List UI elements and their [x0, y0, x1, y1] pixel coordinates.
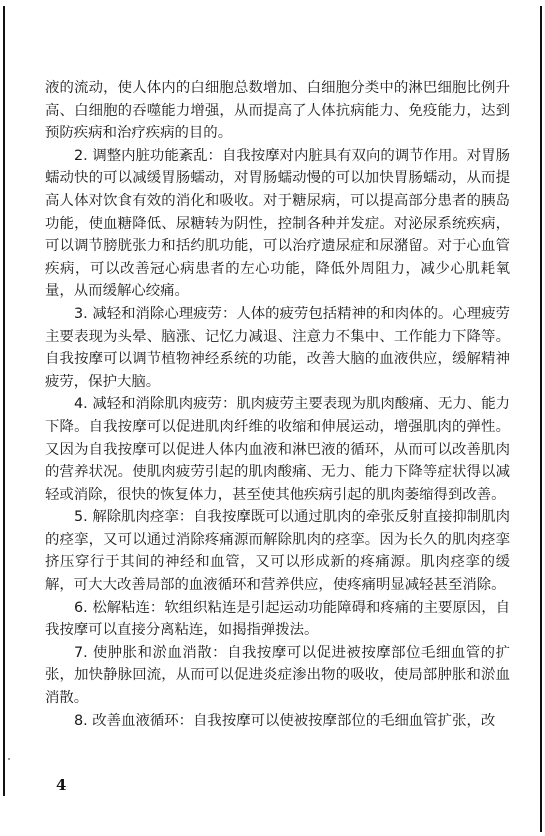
body-text — [45, 77, 510, 732]
page-left-edge — [3, 6, 5, 796]
paragraph: 8. 改善血液循环：自我按摩可以使被按摩部位的毛细血管扩张，改 — [74, 712, 496, 729]
scan-speck — [8, 758, 10, 760]
paragraph: 3. 减轻和消除心理疲劳：人体的疲劳包括精神的和肉体的。心理疲劳主要表现为头晕、脑涨、记忆力减退、注意力不集中、工作能力下降等。自我按摩可以调节植物神经系统的功能，改善大脑的血液供应，缓解精神疲劳，保护大脑。 — [45, 305, 510, 390]
page-right-edge — [540, 6, 542, 832]
paragraph: 6. 松解粘连：软组织粘连是引起运动功能障碍和疼痛的主要原因，自我按摩可以直接分离粘连，如揭指弹拨法。 — [45, 599, 510, 639]
paragraph: 2. 调整内脏功能紊乱：自我按摩对内脏具有双向的调节作用。对胃肠蠕动快的可以减缓胃肠蠕动，对胃肠蠕动慢的可以加快胃肠蠕动，从而提高人体对饮食有效的消化和吸收。对于糖尿病，可以提高部分患者的胰岛功能，使血糖降低、尿糖转为阴性，控制各种并发症。对泌尿系统疾病，可以调节膀胱张力和括约肌功能，可以治疗遗尿症和尿潴留。对于心血管疾病，可以改善冠心病患者的左心功能，降低外周阻力，减少心肌耗氧量，从而缓解心绞痛。 — [45, 147, 510, 300]
paragraph: 液的流动，使人体内的白细胞总数增加、白细胞分类中的淋巴细胞比例升高、白细胞的吞噬能力增强，从而提高了人体抗病能力、免疫能力，达到预防疾病和治疗疾病的目的。 — [45, 80, 510, 142]
page-number: 4 — [56, 776, 67, 794]
paragraph: 4. 减轻和消除肌肉疲劳：肌肉疲劳主要表现为肌肉酸痛、无力、能力下降。自我按摩可以促进肌肉纤维的收缩和伸展运动，增强肌肉的弹性。又因为自我按摩可以促进人体内血液和淋巴液的循环，从而可以改善肌肉的营养状况。使肌肉疲劳引起的肌肉酸痛、无力、能力下降等症状得以减轻或消除，很快的恢复体力，甚至使其他疾病引起的肌肉萎缩得到改善。 — [45, 396, 510, 503]
paragraph: 5. 解除肌肉痉挛：自我按摩既可以通过肌肉的牵张反射直接抑制肌肉的痉挛，又可以通过消除疼痛源而解除肌肉的痉挛。因为长久的肌肉痉挛挤压穿行于其间的神经和血管，又可以形成新的疼痛源。肌肉痉挛的缓解，可大大改善局部的血液循环和营养供应，使疼痛明显减轻甚至消除。 — [45, 509, 510, 594]
paragraph: 7. 使肿胀和淤血消散：自我按摩可以促进被按摩部位毛细血管的扩张，加快静脉回流，从而可以促进炎症渗出物的吸收，使局部肿胀和淤血消散。 — [45, 644, 510, 707]
